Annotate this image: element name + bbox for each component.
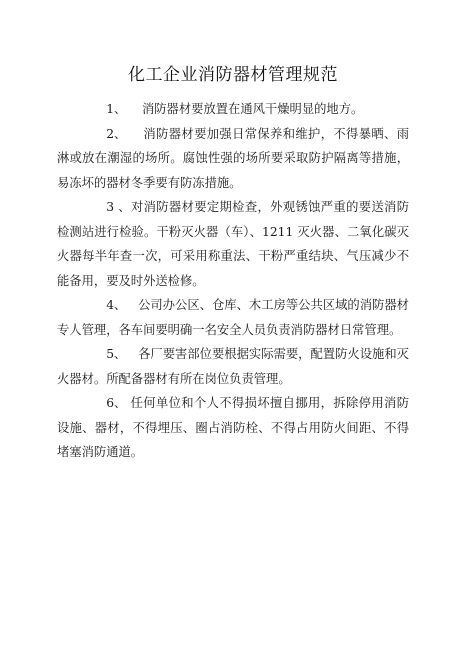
paragraph-text: 消防器材要加强日常保养和维护，不得暴晒、雨淋或放在潮湿的场所。腐蚀性强的场所要采取防护隔离等措施，易冻坏的器材冬季要有防冻措施。 — [57, 126, 409, 190]
paragraph-6 — [57, 391, 409, 465]
paragraph-2 — [57, 122, 409, 196]
paragraph-3 — [57, 195, 409, 293]
paragraph-number: 5、 — [106, 347, 127, 361]
paragraph-1 — [57, 97, 409, 122]
paragraph-number: 1、 — [106, 102, 127, 116]
paragraph-5 — [57, 342, 409, 391]
paragraph-text: 消防器材要放置在通风干燥明显的地方。 — [141, 102, 364, 116]
paragraph-number: 6、 — [106, 396, 127, 410]
paragraph-number: 2、 — [106, 126, 127, 141]
paragraph-text: 任何单位和个人不得损坏擅自挪用，拆除停用消防设施、器材，不得埋压、圈占消防栓、不得占用防火间距、不得堵塞消防通道。 — [57, 396, 409, 459]
paragraph-text: 公司办公区、仓库、木工房等公共区域的消防器材专人管理，各车间要明确一名安全人员负责消防器材日常管理。 — [57, 298, 409, 337]
paragraph-number: 3 — [106, 200, 115, 214]
paragraph-text: 各厂要害部位要根据实际需要，配置防火设施和灭火器材。所配备器材有所在岗位负责管理。 — [57, 347, 409, 386]
paragraph-4 — [57, 293, 409, 342]
document-title: 化工企业消防器材管理规范 — [128, 65, 338, 85]
paragraph-text: 、对消防器材要定期检查，外观锈蚀严重的要送消防检测站进行检验。干粉灭火器（车）、1211 灭火器、二氧化碳灭火器每半年查一次，可采用称重法、干粉严重结块、气压减少不能备用，要及时外送检修。 — [57, 200, 409, 288]
paragraph-number: 4、 — [106, 298, 127, 312]
